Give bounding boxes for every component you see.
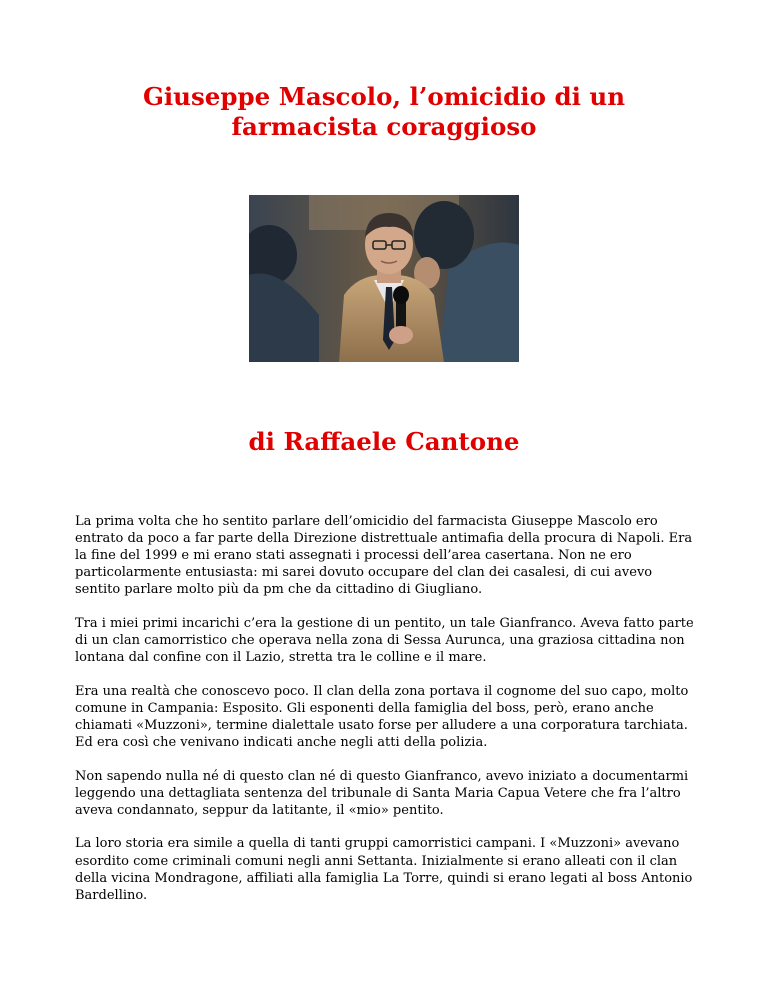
article-body <box>75 513 697 920</box>
paragraph: Tra i miei primi incarichi c’era la gestione di un pentito, un tale Gianfranco. Aveva fatto parte di un clan camorristico che operava nella zona di Sessa Aurunca, una graziosa cittadina non lontana dal confine con il Lazio, stretta tra le colline e il mare. <box>75 615 694 666</box>
article-title: Giuseppe Mascolo, l’omicidio di un farmacista coraggioso <box>142 82 626 141</box>
article-byline: di Raffaele Cantone <box>248 427 520 456</box>
paragraph: La prima volta che ho sentito parlare dell’omicidio del farmacista Giuseppe Mascolo ero entrato da poco a far parte della Direzione distrettuale antimafia della procura di Napoli. Era la fine del 1999 e mi erano stati assegnati i processi dell’area casertana. Non ne ero particolarmente entusiasta: mi sarei dovuto occupare del clan dei casalesi, di cui avevo sentito parlare molto più da pm che da cittadino di Giugliano. <box>75 514 693 598</box>
paragraph: Non sapendo nulla né di questo clan né di questo Gianfranco, avevo iniziato a documentarmi leggendo una dettagliata sentenza del tribunale di Santa Maria Capua Vetere che fra l’altro aveva condannato, seppur da latitante, il «mio» pentito. <box>75 768 689 818</box>
paragraph: Era una realtà che conoscevo poco. Il clan della zona portava il cognome del suo capo, molto comune in Campania: Esposito. Gli esponenti della famiglia del boss, però, erano anche chiamati «Muzzoni», termine dialettale usato forse per alludere a una corporatura tarchiata. Ed era così che venivano indicati anche negli atti della polizia. <box>75 683 689 751</box>
author-photo <box>249 195 519 362</box>
paragraph: La loro storia era simile a quella di tanti gruppi camorristici campani. I «Muzzoni» avevano esordito come criminali comuni negli anni Settanta. Inizialmente si erano alleati con il clan della vicina Mondragone, affiliati alla famiglia La Torre, quindi si erano legati al boss Antonio Bardellino. <box>75 836 693 903</box>
